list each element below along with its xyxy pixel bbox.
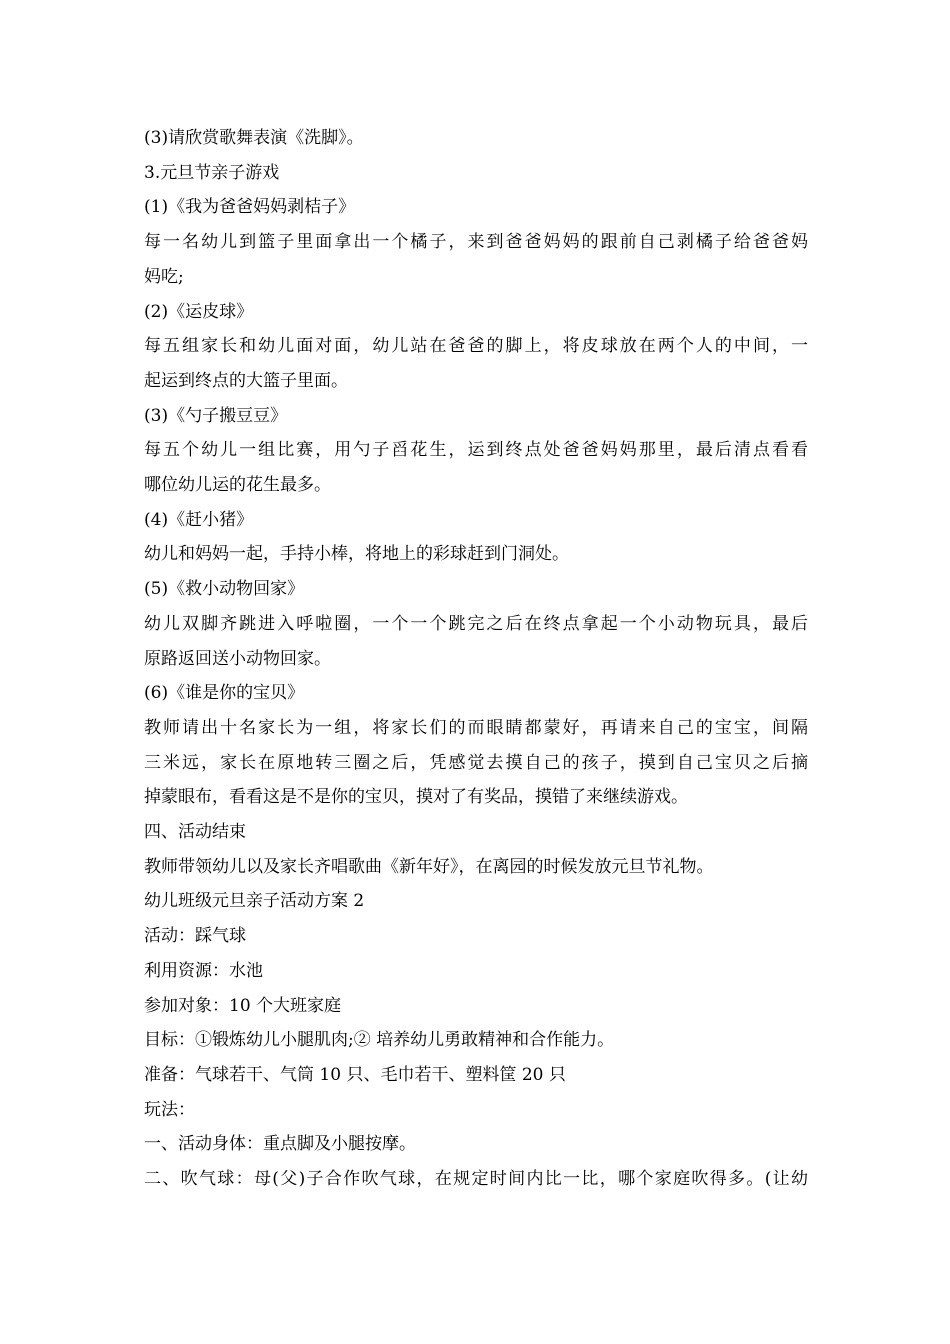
game-title: (3)《勺子搬豆豆》 (144, 405, 288, 426)
text-line: 目标：①锻炼幼儿小腿肌肉;② 培养幼儿勇敢精神和合作能力。 (144, 1030, 615, 1051)
text-line: 一、活动身体：重点脚及小腿按摩。 (144, 1134, 416, 1155)
text-line: 玩法： (144, 1099, 195, 1120)
text-line: 二、吹气球：母(父)子合作吹气球，在规定时间内比一比，哪个家庭吹得多。(让幼 (144, 1169, 808, 1190)
text-line: 准备：气球若干、气筒 10 只、毛巾若干、塑料筐 20 只 (144, 1064, 566, 1085)
text-line: 起运到终点的大篮子里面。 (144, 370, 348, 391)
plan-title: 幼儿班级元旦亲子活动方案 2 (144, 891, 365, 912)
section-heading: 3.元旦节亲子游戏 (144, 162, 280, 183)
text-line: 哪位幼儿运的花生最多。 (144, 475, 331, 496)
text-line: 每五组家长和幼儿面对面，幼儿站在爸爸的脚上，将皮球放在两个人的中间，一 (144, 336, 808, 357)
game-title: (5)《救小动物回家》 (144, 579, 305, 600)
text-line: 利用资源：水池 (144, 960, 263, 981)
text-line: 三米远，家长在原地转三圈之后，凭感觉去摸自己的孩子，摸到自己宝贝之后摘 (144, 752, 808, 773)
game-title: (1)《我为爸爸妈妈剥桔子》 (144, 197, 356, 218)
text-line: 妈吃; (144, 266, 184, 287)
text-line: 掉蒙眼布，看看这是不是你的宝贝，摸对了有奖品，摸错了来继续游戏。 (144, 787, 688, 808)
text-line: (3)请欣赏歌舞表演《洗脚》。 (144, 128, 364, 148)
game-title: (2)《运皮球》 (144, 301, 254, 322)
text-line: 每一名幼儿到篮子里面拿出一个橘子，来到爸爸妈妈的跟前自己剥橘子给爸爸妈 (144, 232, 808, 253)
text-line: 幼儿双脚齐跳进入呼啦圈，一个一个跳完之后在终点拿起一个小动物玩具，最后 (144, 613, 808, 634)
text-line: 参加对象：10 个大班家庭 (144, 995, 342, 1016)
text-line: 教师带领幼儿以及家长齐唱歌曲《新年好》，在离园的时候发放元旦节礼物。 (144, 856, 714, 877)
document-body (144, 121, 808, 1197)
text-line: 教师请出十名家长为一组，将家长们的而眼睛都蒙好，再请来自己的宝宝，间隔 (144, 717, 808, 738)
text-line: 活动：踩气球 (144, 926, 246, 947)
text-line: 每五个幼儿一组比赛，用勺子舀花生，运到终点处爸爸妈妈那里，最后清点看看 (144, 440, 808, 461)
text-line: 原路返回送小动物回家。 (144, 648, 331, 669)
game-title: (6)《谁是你的宝贝》 (144, 683, 305, 704)
game-title: (4)《赶小猪》 (144, 509, 254, 530)
section-heading: 四、活动结束 (144, 822, 246, 843)
text-line: 幼儿和妈妈一起，手持小棒，将地上的彩球赶到门洞处。 (144, 544, 569, 565)
